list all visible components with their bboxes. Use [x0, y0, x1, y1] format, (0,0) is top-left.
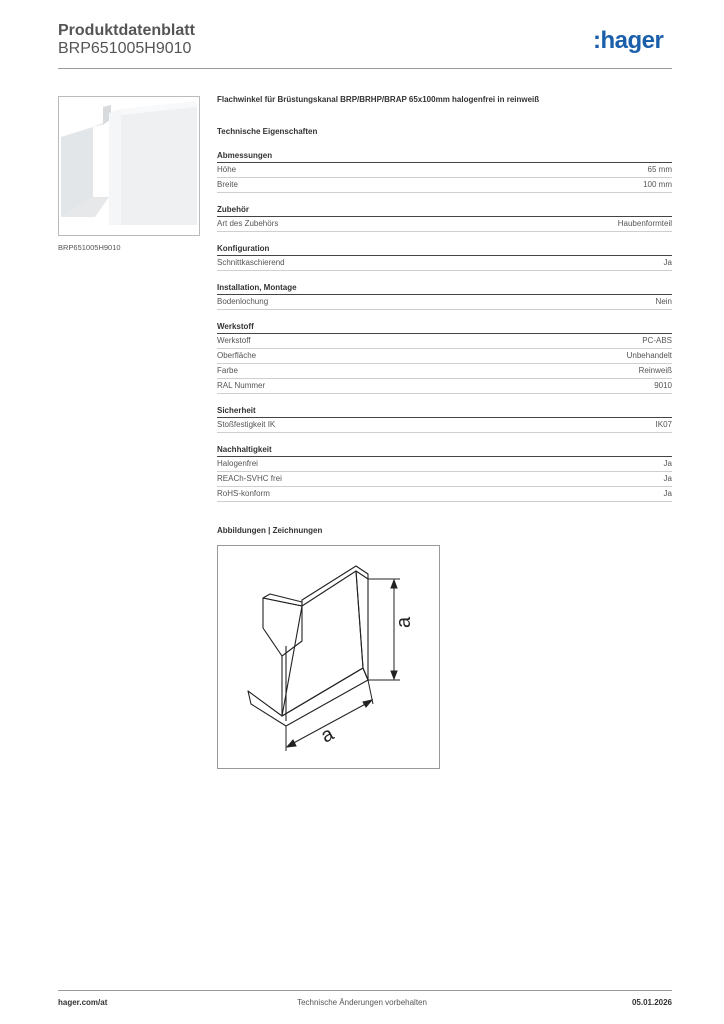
product-photo — [58, 96, 200, 236]
spec-group-title: Zubehör — [217, 205, 672, 217]
spec-label: Oberfläche — [217, 351, 257, 360]
spec-label: Breite — [217, 180, 238, 189]
spec-label: RAL Nummer — [217, 381, 266, 390]
spec-group — [217, 283, 672, 310]
spec-row — [217, 295, 672, 310]
spec-value: Ja — [663, 474, 672, 483]
spec-value: 100 mm — [643, 180, 672, 189]
spec-row — [217, 418, 672, 433]
technical-drawing — [217, 545, 440, 769]
spec-row — [217, 163, 672, 178]
spec-label: Stoßfestigkeit IK — [217, 420, 276, 429]
header-divider — [58, 68, 672, 69]
footer-disclaimer: Technische Änderungen vorbehalten — [297, 998, 427, 1007]
spec-row — [217, 334, 672, 349]
footer-divider — [58, 990, 672, 991]
spec-row — [217, 487, 672, 502]
spec-group — [217, 244, 672, 271]
spec-value: PC-ABS — [642, 336, 672, 345]
spec-value: Ja — [663, 489, 672, 498]
spec-label: Farbe — [217, 366, 238, 375]
spec-row — [217, 349, 672, 364]
spec-value: 65 mm — [647, 165, 672, 174]
spec-group — [217, 151, 672, 193]
spec-row — [217, 379, 672, 394]
spec-group — [217, 205, 672, 232]
spec-label: Art des Zubehörs — [217, 219, 279, 228]
spec-value: Ja — [663, 258, 672, 267]
spec-row — [217, 457, 672, 472]
spec-value: Haubenformteil — [617, 219, 672, 228]
footer-date: 05.01.2026 — [631, 998, 672, 1007]
footer-website-link[interactable]: hager.com/at — [58, 998, 108, 1007]
spec-row — [217, 178, 672, 193]
spec-row — [217, 364, 672, 379]
dim-label-vertical: a — [393, 616, 415, 628]
spec-label: Werkstoff — [217, 336, 251, 345]
spec-row — [217, 256, 672, 271]
spec-label: RoHS-konform — [217, 489, 270, 498]
spec-value: Nein — [655, 297, 672, 306]
spec-group-title: Installation, Montage — [217, 283, 672, 295]
spec-row — [217, 472, 672, 487]
spec-label: Halogenfrei — [217, 459, 258, 468]
spec-label: Bodenlochung — [217, 297, 269, 306]
spec-group — [217, 322, 672, 394]
spec-group-title: Werkstoff — [217, 322, 672, 334]
dim-label-horizontal: a — [317, 722, 338, 748]
spec-value: Unbehandelt — [626, 351, 672, 360]
photo-caption: BRP651005H9010 — [58, 243, 121, 252]
spec-group-title: Konfiguration — [217, 244, 672, 256]
spec-value: 9010 — [654, 381, 672, 390]
spec-value: IK07 — [655, 420, 672, 429]
product-title: Flachwinkel für Brüstungskanal BRP/BRHP/BRAP 65x100mm halogenfrei in reinweiß — [217, 95, 540, 104]
section-title: Technische Eigenschaften — [217, 127, 318, 136]
spec-label: REACh-SVHC frei — [217, 474, 282, 483]
spec-group-title: Sicherheit — [217, 406, 672, 418]
product-code: BRP651005H9010 — [58, 40, 192, 57]
spec-group-title: Abmessungen — [217, 151, 672, 163]
spec-row — [217, 217, 672, 232]
document-title: Produktdatenblatt — [58, 22, 195, 39]
spec-group — [217, 445, 672, 502]
drawings-title: Abbildungen | Zeichnungen — [217, 526, 323, 535]
hager-logo: :hager — [593, 27, 664, 54]
spec-value: Ja — [663, 459, 672, 468]
spec-groups — [217, 151, 672, 502]
spec-group — [217, 406, 672, 433]
spec-label: Schnittkaschierend — [217, 258, 285, 267]
spec-content — [217, 95, 672, 514]
spec-value: Reinweiß — [638, 366, 672, 375]
spec-group-title: Nachhaltigkeit — [217, 445, 672, 457]
spec-label: Höhe — [217, 165, 237, 174]
